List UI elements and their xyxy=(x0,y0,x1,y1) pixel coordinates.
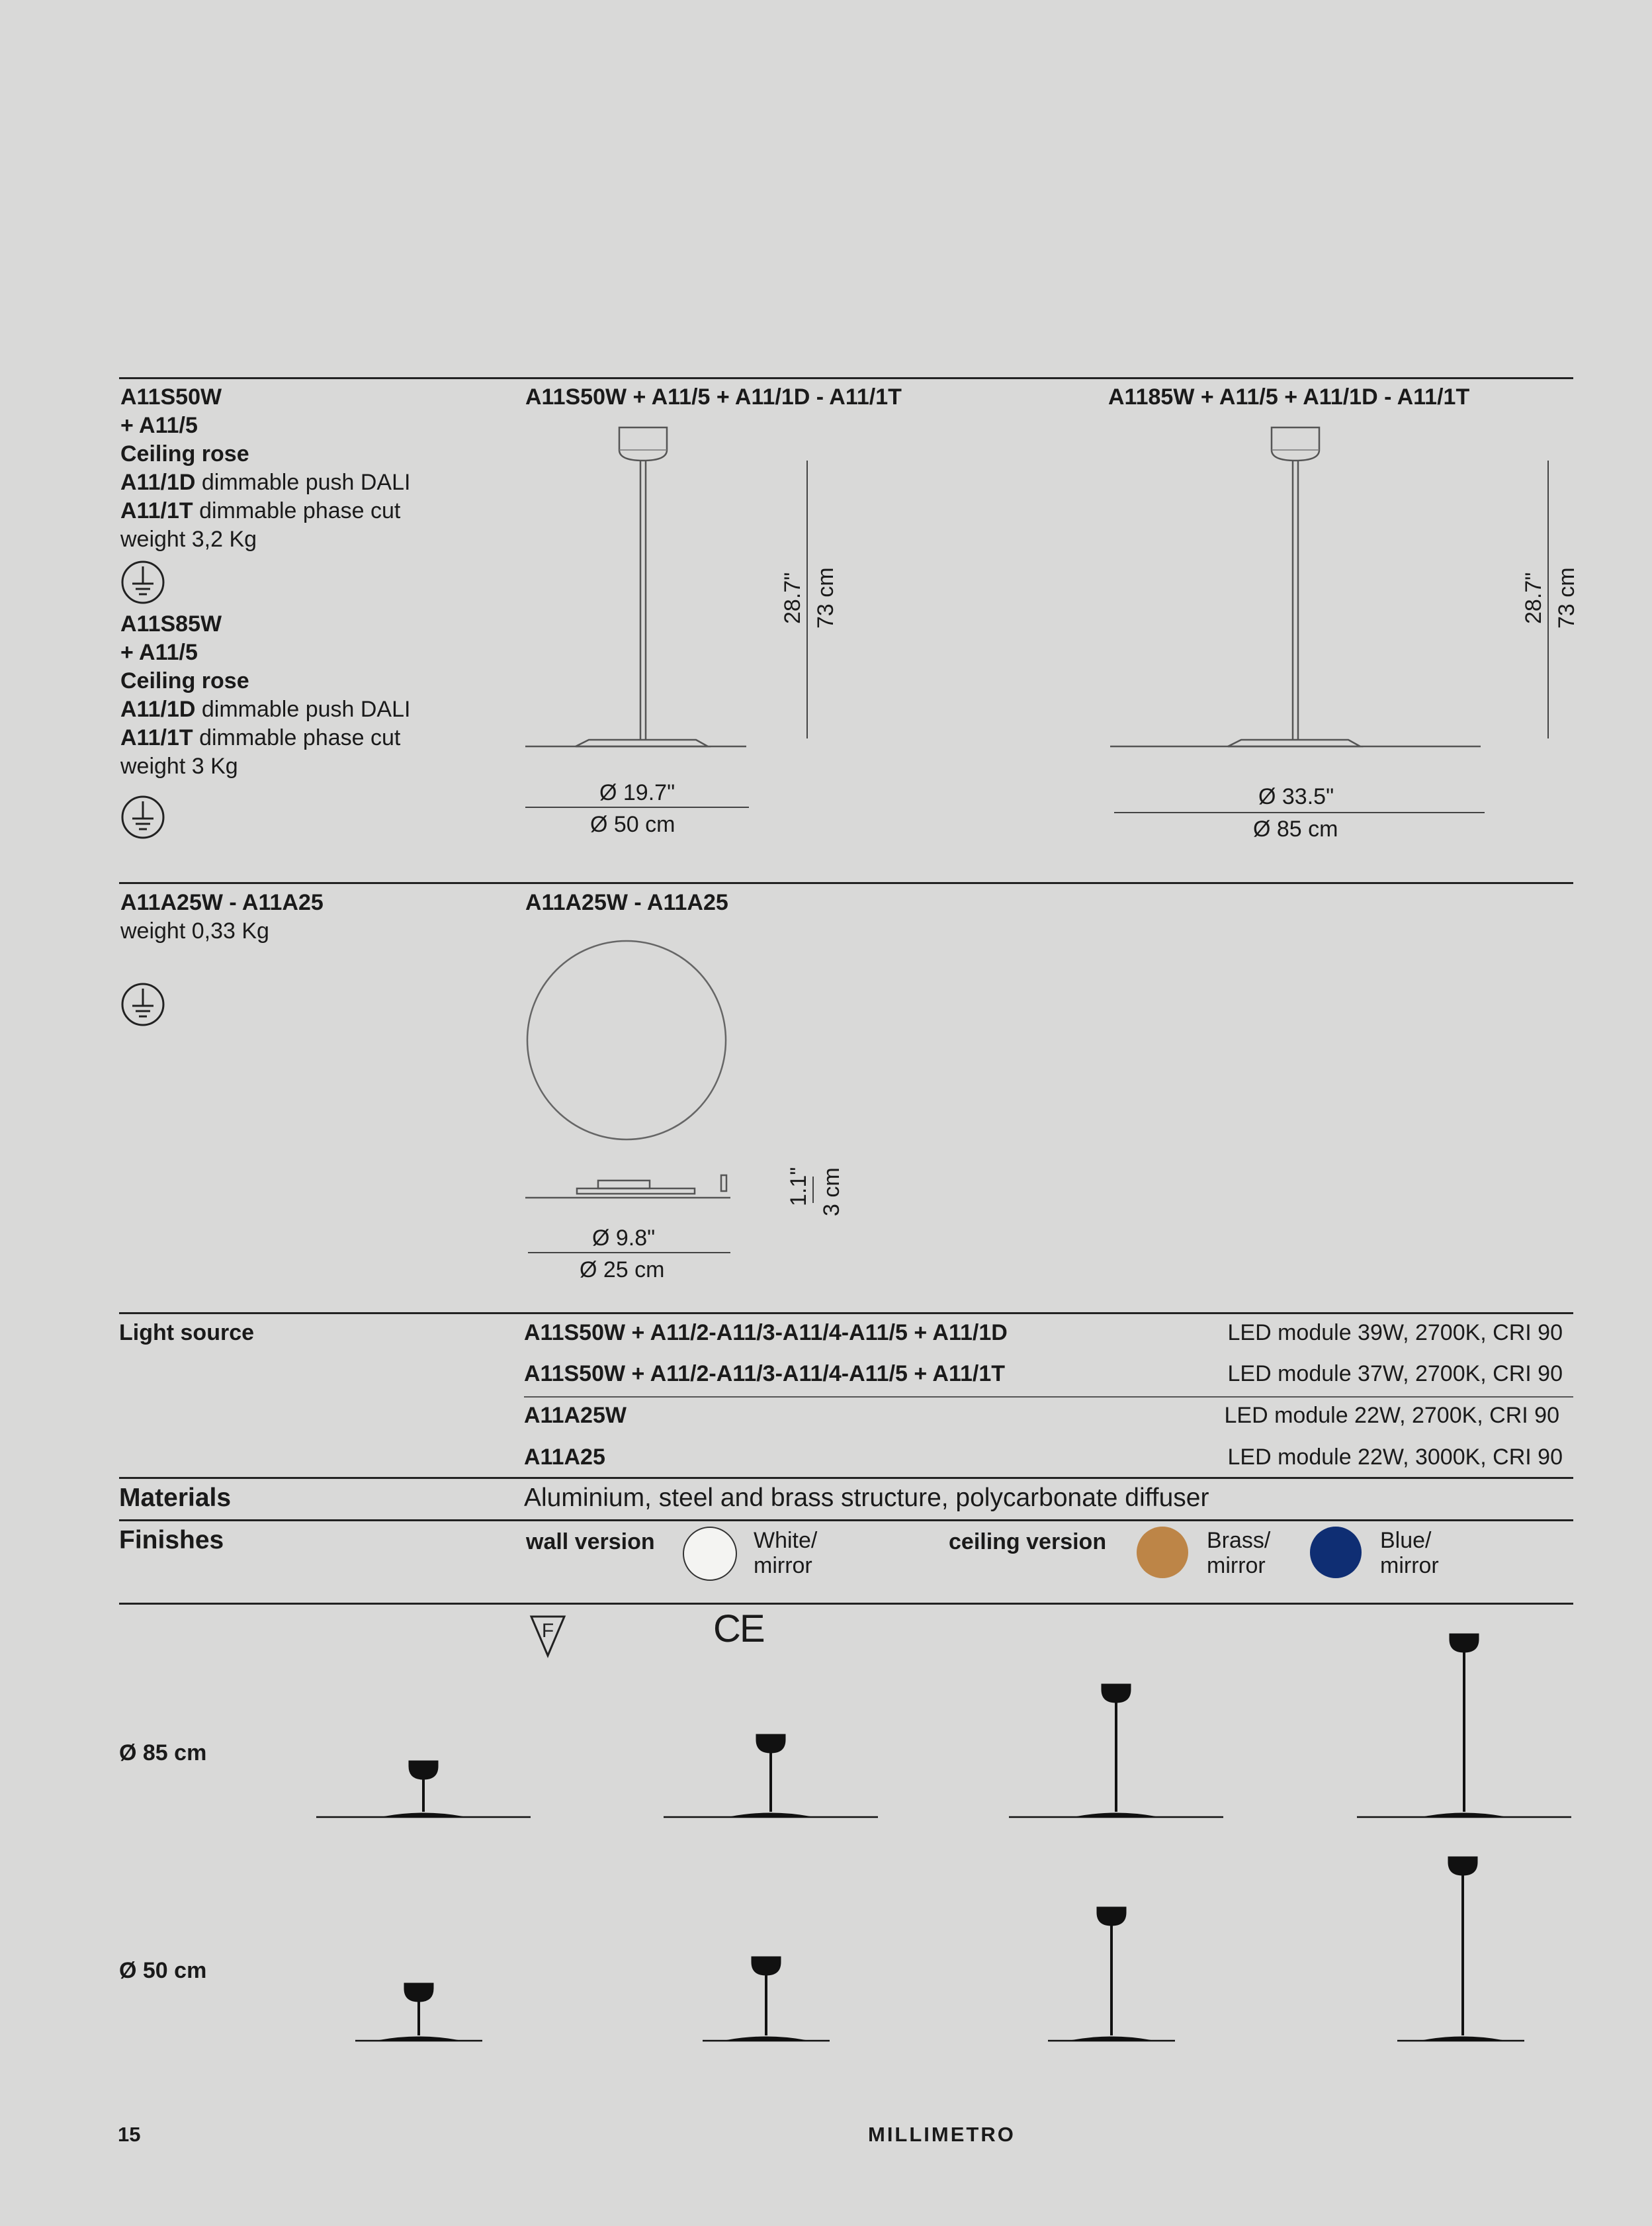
materials-label: Materials xyxy=(119,1484,232,1512)
f-mark-text: F xyxy=(541,1620,554,1642)
pendant-85-long xyxy=(1009,1684,1223,1817)
spec-line: A11/1T dimmable phase cut xyxy=(120,498,401,523)
drawing2-height-in: 28.7" xyxy=(1521,572,1546,624)
pendant-50-short xyxy=(355,1983,482,2041)
drawing1-height-cm: 73 cm xyxy=(813,567,838,629)
drawing1-dia-in: Ø 19.7" xyxy=(599,780,675,805)
finish-white-label: White/ mirror xyxy=(754,1528,818,1578)
light-source-spec: LED module 22W, 2700K, CRI 90 xyxy=(1224,1403,1559,1428)
wall-dia-cm: Ø 25 cm xyxy=(580,1257,665,1282)
ce-mark-icon: CE xyxy=(713,1607,764,1650)
spec-line: A11S85W xyxy=(120,611,222,637)
row-85-label: Ø 85 cm xyxy=(119,1740,207,1765)
light-source-label: Light source xyxy=(119,1320,255,1345)
pendant-85-longest xyxy=(1357,1634,1571,1817)
light-source-model: A11S50W + A11/2-A11/3-A11/4-A11/5 + A11/1T xyxy=(524,1361,1006,1386)
finishes-label: Finishes xyxy=(119,1526,224,1554)
spec-line: A11/1D dimmable push DALI xyxy=(120,470,411,495)
drawing2-dia-cm: Ø 85 cm xyxy=(1253,817,1338,842)
wall-height-cm: 3 cm xyxy=(819,1167,844,1216)
light-source-model: A11S50W + A11/2-A11/3-A11/4-A11/5 + A11/1D xyxy=(524,1320,1008,1345)
spec-line: + A11/5 xyxy=(120,413,198,438)
light-source-spec: LED module 39W, 2700K, CRI 90 xyxy=(1227,1320,1563,1345)
drawing2-dia-in: Ø 33.5" xyxy=(1258,784,1334,809)
finish-brass-label: Brass/ mirror xyxy=(1207,1528,1271,1578)
light-source-spec: LED module 22W, 3000K, CRI 90 xyxy=(1227,1445,1563,1470)
ceiling-version-label: ceiling version xyxy=(949,1529,1107,1554)
wall-height-in: 1.1" xyxy=(786,1167,811,1206)
wall-dia-in: Ø 9.8" xyxy=(592,1225,656,1251)
spec-line: weight 3 Kg xyxy=(120,754,238,779)
light-source-model: A11A25 xyxy=(524,1445,605,1470)
brand-name: MILLIMETRO xyxy=(868,2123,1016,2146)
spec-line: A11/1T dimmable phase cut xyxy=(120,725,401,750)
drawing1-dia-cm: Ø 50 cm xyxy=(590,812,675,837)
wall-drawing-title: A11A25W - A11A25 xyxy=(525,890,728,915)
spec-line: Ceiling rose xyxy=(120,441,249,467)
wall-version-label: wall version xyxy=(526,1529,655,1554)
drawing2-title: A1185W + A11/5 + A11/1D - A11/1T xyxy=(1108,384,1470,410)
pendant-50-longest xyxy=(1397,1857,1524,2041)
wall-left-title: A11A25W - A11A25 xyxy=(120,890,324,915)
drawing2-height-cm: 73 cm xyxy=(1554,567,1579,629)
pendant-50-long xyxy=(1048,1907,1175,2041)
spec-line: + A11/5 xyxy=(120,640,198,665)
pendant-85-medium xyxy=(664,1734,878,1817)
materials-value: Aluminium, steel and brass structure, polycarbonate diffuser xyxy=(524,1484,1209,1512)
pendant-50-medium xyxy=(703,1957,830,2041)
light-source-model: A11A25W xyxy=(524,1403,627,1428)
spec-line: Ceiling rose xyxy=(120,668,249,693)
pendant-85-short xyxy=(316,1761,531,1817)
drawing1-title: A11S50W + A11/5 + A11/1D - A11/1T xyxy=(525,384,902,410)
page-number: 15 xyxy=(118,2123,141,2146)
spec-line: A11/1D dimmable push DALI xyxy=(120,697,411,722)
row-50-label: Ø 50 cm xyxy=(119,1958,207,1983)
drawing1-height-in: 28.7" xyxy=(780,572,805,624)
spec-line: weight 3,2 Kg xyxy=(120,527,257,552)
light-source-spec: LED module 37W, 2700K, CRI 90 xyxy=(1227,1361,1563,1386)
spec-line: A11S50W xyxy=(120,384,222,410)
finish-blue-label: Blue/ mirror xyxy=(1380,1528,1439,1578)
wall-left-weight: weight 0,33 Kg xyxy=(120,918,269,944)
